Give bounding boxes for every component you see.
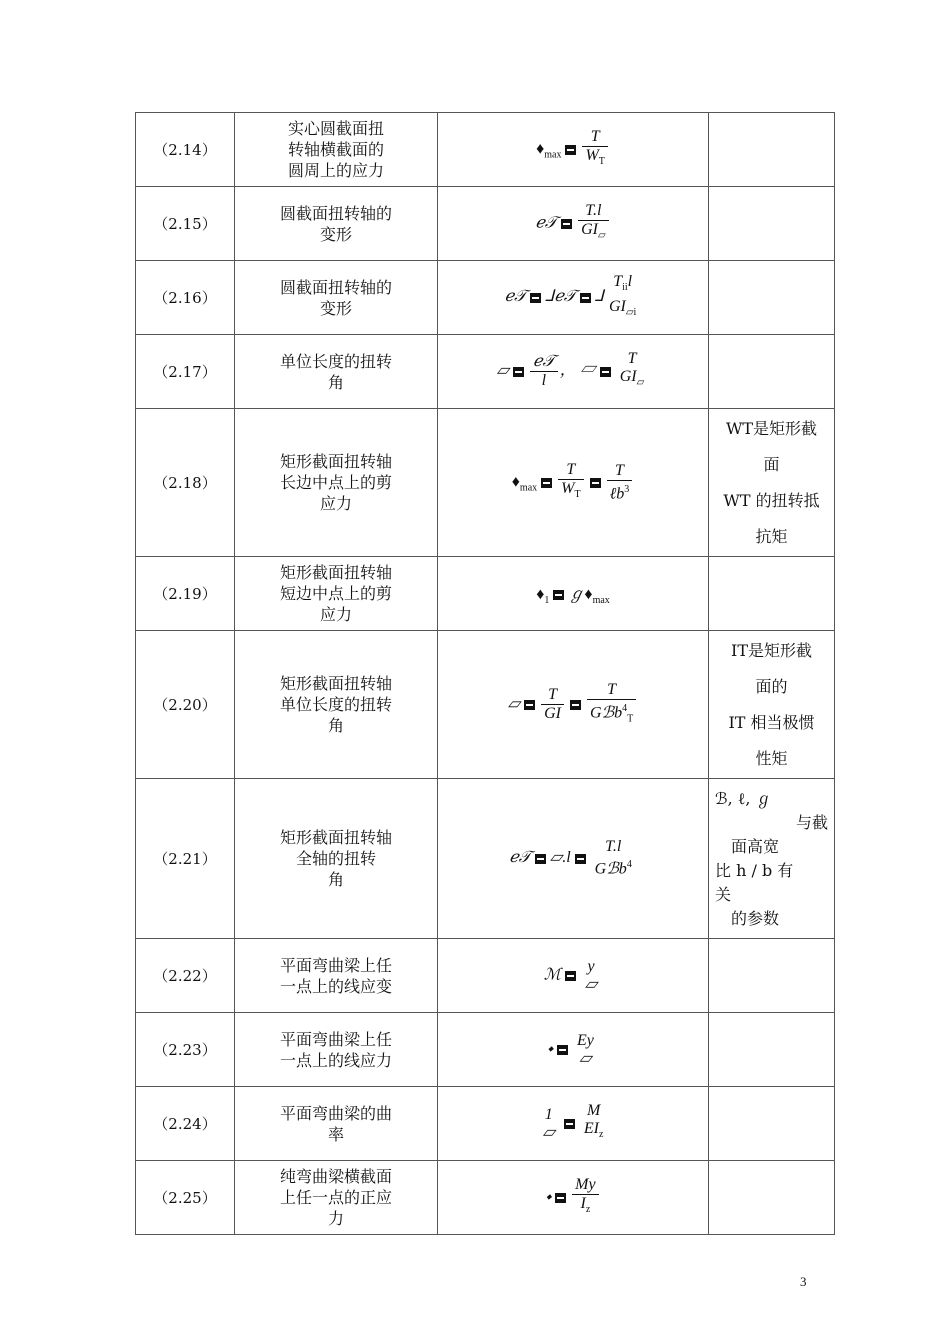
formula-cell [438, 187, 709, 261]
formula-note [709, 939, 835, 1013]
description-line: 平面弯曲梁的曲 [279, 1103, 392, 1123]
formula-note [709, 1161, 835, 1235]
formula-cell [438, 113, 709, 187]
formula-cell [438, 557, 709, 631]
description-line: 矩形截面扭转轴 [279, 674, 392, 693]
note-line: 比 h / b 有 [715, 860, 794, 880]
formula: $♦_{max}$ $\frac{T}{W_T}$ [536, 128, 610, 171]
formula-description [235, 1161, 438, 1235]
page-number: 3 [800, 1274, 807, 1289]
formula-note [709, 187, 835, 261]
formula-table [135, 112, 835, 1235]
description-line: 单位长度的扭转 [279, 695, 392, 714]
formula-note [709, 113, 835, 187]
description-line: 角 [327, 372, 344, 392]
equation-number: （2.24） [136, 1087, 235, 1161]
description-line: 圆截面扭转轴的 [279, 203, 392, 223]
formula-note [709, 631, 835, 779]
description-line: 单位长度的扭转 [279, 351, 392, 371]
equation-number: （2.25） [136, 1161, 235, 1235]
note-line: 抗矩 [755, 526, 788, 546]
equation-number: （2.19） [136, 557, 235, 631]
equation-number: （2.18） [136, 409, 235, 557]
description-line: 长边中点上的剪 [279, 473, 392, 492]
formula-description [235, 631, 438, 779]
equation-number: （2.23） [136, 1013, 235, 1087]
formula-description [235, 557, 438, 631]
formula-note [709, 557, 835, 631]
note-line: ℬ, ℓ, ℊ [715, 788, 772, 808]
formula-description [235, 409, 438, 557]
formula-cell [438, 409, 709, 557]
formula-description [235, 1013, 438, 1087]
description-line: 纯弯曲梁横截面 [279, 1167, 392, 1186]
description-line: 矩形截面扭转轴 [279, 828, 392, 847]
table-row [136, 1161, 835, 1235]
description-line: 上任一点的正应 [279, 1188, 392, 1207]
description-line: 一点上的线应力 [279, 1050, 392, 1070]
formula: ▱ $\frac{\text{ℯ𝒯}}{l}$ ， ▱ T $GI_▱$ [496, 350, 645, 389]
description-line: 应力 [319, 605, 352, 624]
note-line: 性矩 [755, 748, 788, 768]
formula-note [709, 1013, 835, 1087]
formula: $♦_1$ $ℊ♦_{max}$ [536, 585, 610, 607]
formula-description [235, 939, 438, 1013]
formula-cell [438, 939, 709, 1013]
description-line: 平面弯曲梁上任 [279, 1029, 392, 1049]
formula-cell [438, 335, 709, 409]
formula-description [235, 335, 438, 409]
table-row [136, 779, 835, 939]
formula-note [709, 335, 835, 409]
equation-number: （2.16） [136, 261, 235, 335]
description-line: 平面弯曲梁上任 [279, 955, 392, 975]
note-line: IT是矩形截 [731, 640, 812, 660]
table-row [136, 939, 835, 1013]
formula: $♦_{max}$ $\frac{T}{W_T}$ $\frac{T}{\ell b^3}$ [512, 461, 635, 504]
formula-description [235, 1087, 438, 1161]
formula-description [235, 113, 438, 187]
formula-description [235, 187, 438, 261]
description-line: 矩形截面扭转轴 [279, 452, 392, 471]
formula-cell [438, 261, 709, 335]
description-line: 角 [327, 716, 344, 735]
description-line: 圆周上的应力 [287, 161, 384, 180]
formula-cell [438, 631, 709, 779]
description-line: 实心圆截面扭 [287, 119, 384, 138]
formula-cell [438, 1161, 709, 1235]
table-row [136, 631, 835, 779]
equation-number: （2.14） [136, 113, 235, 187]
description-line: 变形 [319, 224, 352, 244]
table-row [136, 335, 835, 409]
formula-description [235, 261, 438, 335]
note-line: WT 的扭转抵 [723, 490, 820, 510]
formula: ⬩ $\frac{My}{I_z}$ [545, 1176, 600, 1219]
table-row [136, 1013, 835, 1087]
formula: ⬩ Ey ▱ [547, 1031, 594, 1067]
note-line: 关 [715, 884, 732, 904]
formula: ▱ $\frac{T}{GI}$ $\frac{T}{Gℬb^4_T}$ [508, 681, 638, 729]
equation-number: （2.21） [136, 779, 235, 939]
equation-number: （2.15） [136, 187, 235, 261]
formula: ℯ𝒯 ⅃ℯ𝒯 ⅃ $T_{ii}l$ $GI_{▱i}$ [504, 273, 637, 318]
table-row [136, 261, 835, 335]
formula-cell [438, 1013, 709, 1087]
equation-number: （2.20） [136, 631, 235, 779]
description-line: 全轴的扭转 [295, 849, 376, 868]
description-line: 力 [327, 1209, 344, 1228]
note-line: 面的 [755, 676, 788, 696]
formula-cell [438, 779, 709, 939]
formula-description [235, 779, 438, 939]
formula-note [709, 1087, 835, 1161]
formula-note [709, 779, 835, 939]
table-row [136, 1087, 835, 1161]
description-line: 变形 [319, 298, 352, 318]
equation-number: （2.17） [136, 335, 235, 409]
note-line: WT是矩形截 [725, 418, 818, 438]
description-line: 角 [327, 870, 344, 889]
description-line: 转轴横截面的 [287, 140, 384, 159]
formula-note [709, 409, 835, 557]
note-line: IT 相当极惯 [728, 712, 815, 732]
table-row [136, 409, 835, 557]
table-row [136, 557, 835, 631]
description-line: 应力 [319, 494, 352, 513]
formula-cell [438, 1087, 709, 1161]
equation-number: （2.22） [136, 939, 235, 1013]
note-line: 的参数 [731, 908, 780, 928]
description-line: 短边中点上的剪 [279, 584, 392, 603]
note-line: 面 [763, 454, 780, 474]
formula: 1 ▱ M $EI_z$ [542, 1102, 604, 1141]
formula: ℯ𝒯 ▱.l T.l Gℬb$^4$ [509, 838, 632, 878]
table-row [136, 113, 835, 187]
description-line: 一点上的线应变 [279, 976, 392, 996]
description-line: 率 [327, 1124, 344, 1144]
table-row [136, 187, 835, 261]
note-line: 与截 [795, 812, 828, 832]
formula-note [709, 261, 835, 335]
description-line: 矩形截面扭转轴 [279, 563, 392, 582]
description-line: 圆截面扭转轴的 [279, 277, 392, 297]
note-line: 面高宽 [731, 836, 780, 856]
formula: ℳ y ▱ [543, 957, 598, 993]
formula: ℯ𝒯 $\frac{T.l}{GI_▱}$ [535, 202, 610, 245]
